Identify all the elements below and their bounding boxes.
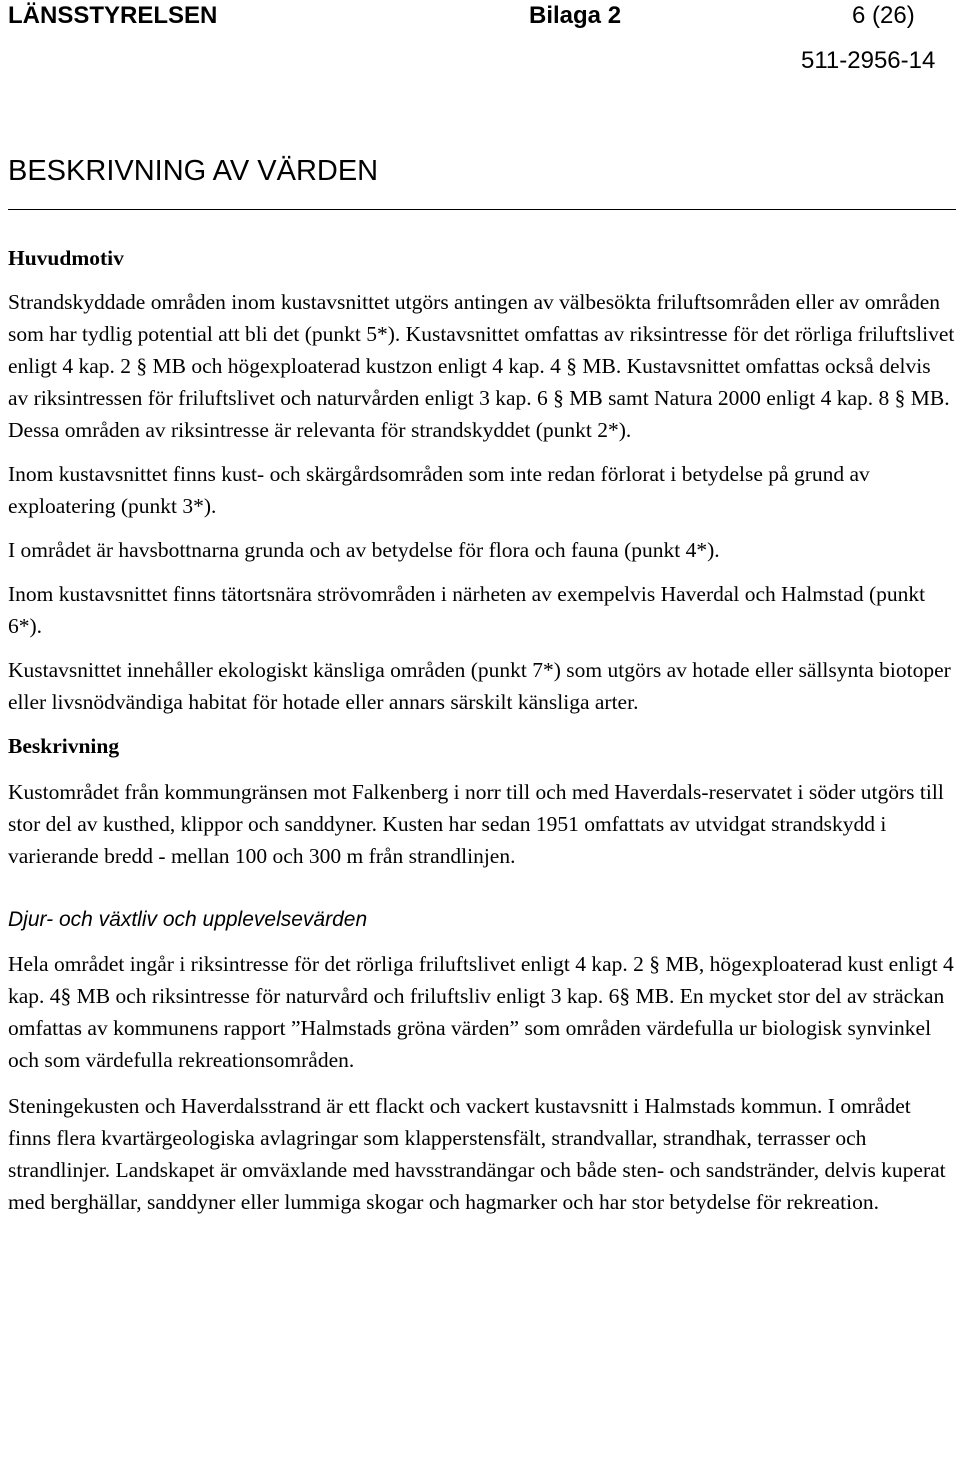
paragraph: I området är havsbottnarna grunda och av betydelse för flora och fauna (punkt 4*).	[8, 538, 720, 562]
paragraph: Hela området ingår i riksintresse för det rörliga friluftslivet enligt 4 kap. 2 § MB, högexploaterad kust enligt 4 kap. 4§ MB och riksintresse för naturvård och friluftsliv enligt 3 kap. 6§ MB. En mycket stor del av sträckan omfattas av kommunens rapport ”Halmstads gröna värden” som områden värdefulla ur biologisk synvinkel och som värdefulla rekreationsområden.	[8, 952, 954, 1072]
heading-djur-och-vaxtliv: Djur- och växtliv och upplevelsevärden	[8, 908, 368, 931]
paragraph: Inom kustavsnittet finns kust- och skärgårdsområden som inte redan förlorat i betydelse på grund av exploatering (punkt 3*).	[8, 462, 870, 518]
header-page-number: 6 (26)	[852, 2, 915, 29]
header-reference-number: 511-2956-14	[801, 47, 936, 74]
document-body	[8, 242, 956, 1218]
heading-huvudmotiv: Huvudmotiv	[8, 246, 124, 270]
paragraph: Kustområdet från kommungränsen mot Falkenberg i norr till och med Haverdals-reservatet i söder utgörs till stor del av kusthed, klippor och sanddyner. Kusten har sedan 1951 omfattats av utvidgat strandskydd i varierande bredd - mellan 100 och 300 m från strandlinjen.	[8, 780, 944, 868]
header-attachment: Bilaga 2	[529, 2, 622, 29]
header-organization: LÄNSSTYRELSEN	[8, 2, 218, 29]
paragraph: Strandskyddade områden inom kustavsnittet utgörs antingen av välbesökta friluftsområden eller av områden som har tydlig potential att bli det (punkt 5*). Kustavsnittet omfattas av riksintresse för det rörliga friluftslivet enligt 4 kap. 2 § MB och högexploaterad kustzon enligt 4 kap. 4 § MB. Kustavsnittet omfattas också delvis av riksintressen för friluftslivet och naturvården enligt 3 kap. 6 § MB samt Natura 2000 enligt 4 kap. 8 § MB. Dessa områden av riksintresse är relevanta för strandskyddet (punkt 2*).	[8, 290, 955, 442]
paragraph: Steningekusten och Haverdalsstrand är ett flackt och vackert kustavsnitt i Halmstads kommun. I området finns flera kvartärgeologiska avlagringar som klapperstensfält, strandvallar, strandhak, terrasser och strandlinjer. Landskapet är omväxlande med havsstrandängar och både sten- och sandstränder, delvis kuperat med berghällar, sanddyner eller lummiga skogar och hagmarker och har stor betydelse för rekreation.	[8, 1094, 946, 1214]
paragraph: Kustavsnittet innehåller ekologiskt känsliga områden (punkt 7*) som utgörs av hotade eller sällsynta biotoper eller livsnödvändiga habitat för hotade eller annars särskilt känsliga arter.	[8, 658, 951, 714]
section-title: BESKRIVNING AV VÄRDEN	[8, 155, 379, 187]
paragraph: Inom kustavsnittet finns tätortsnära strövområden i närheten av exempelvis Haverdal och Halmstad (punkt 6*).	[8, 582, 926, 638]
title-divider	[8, 209, 956, 210]
heading-beskrivning: Beskrivning	[8, 734, 120, 758]
